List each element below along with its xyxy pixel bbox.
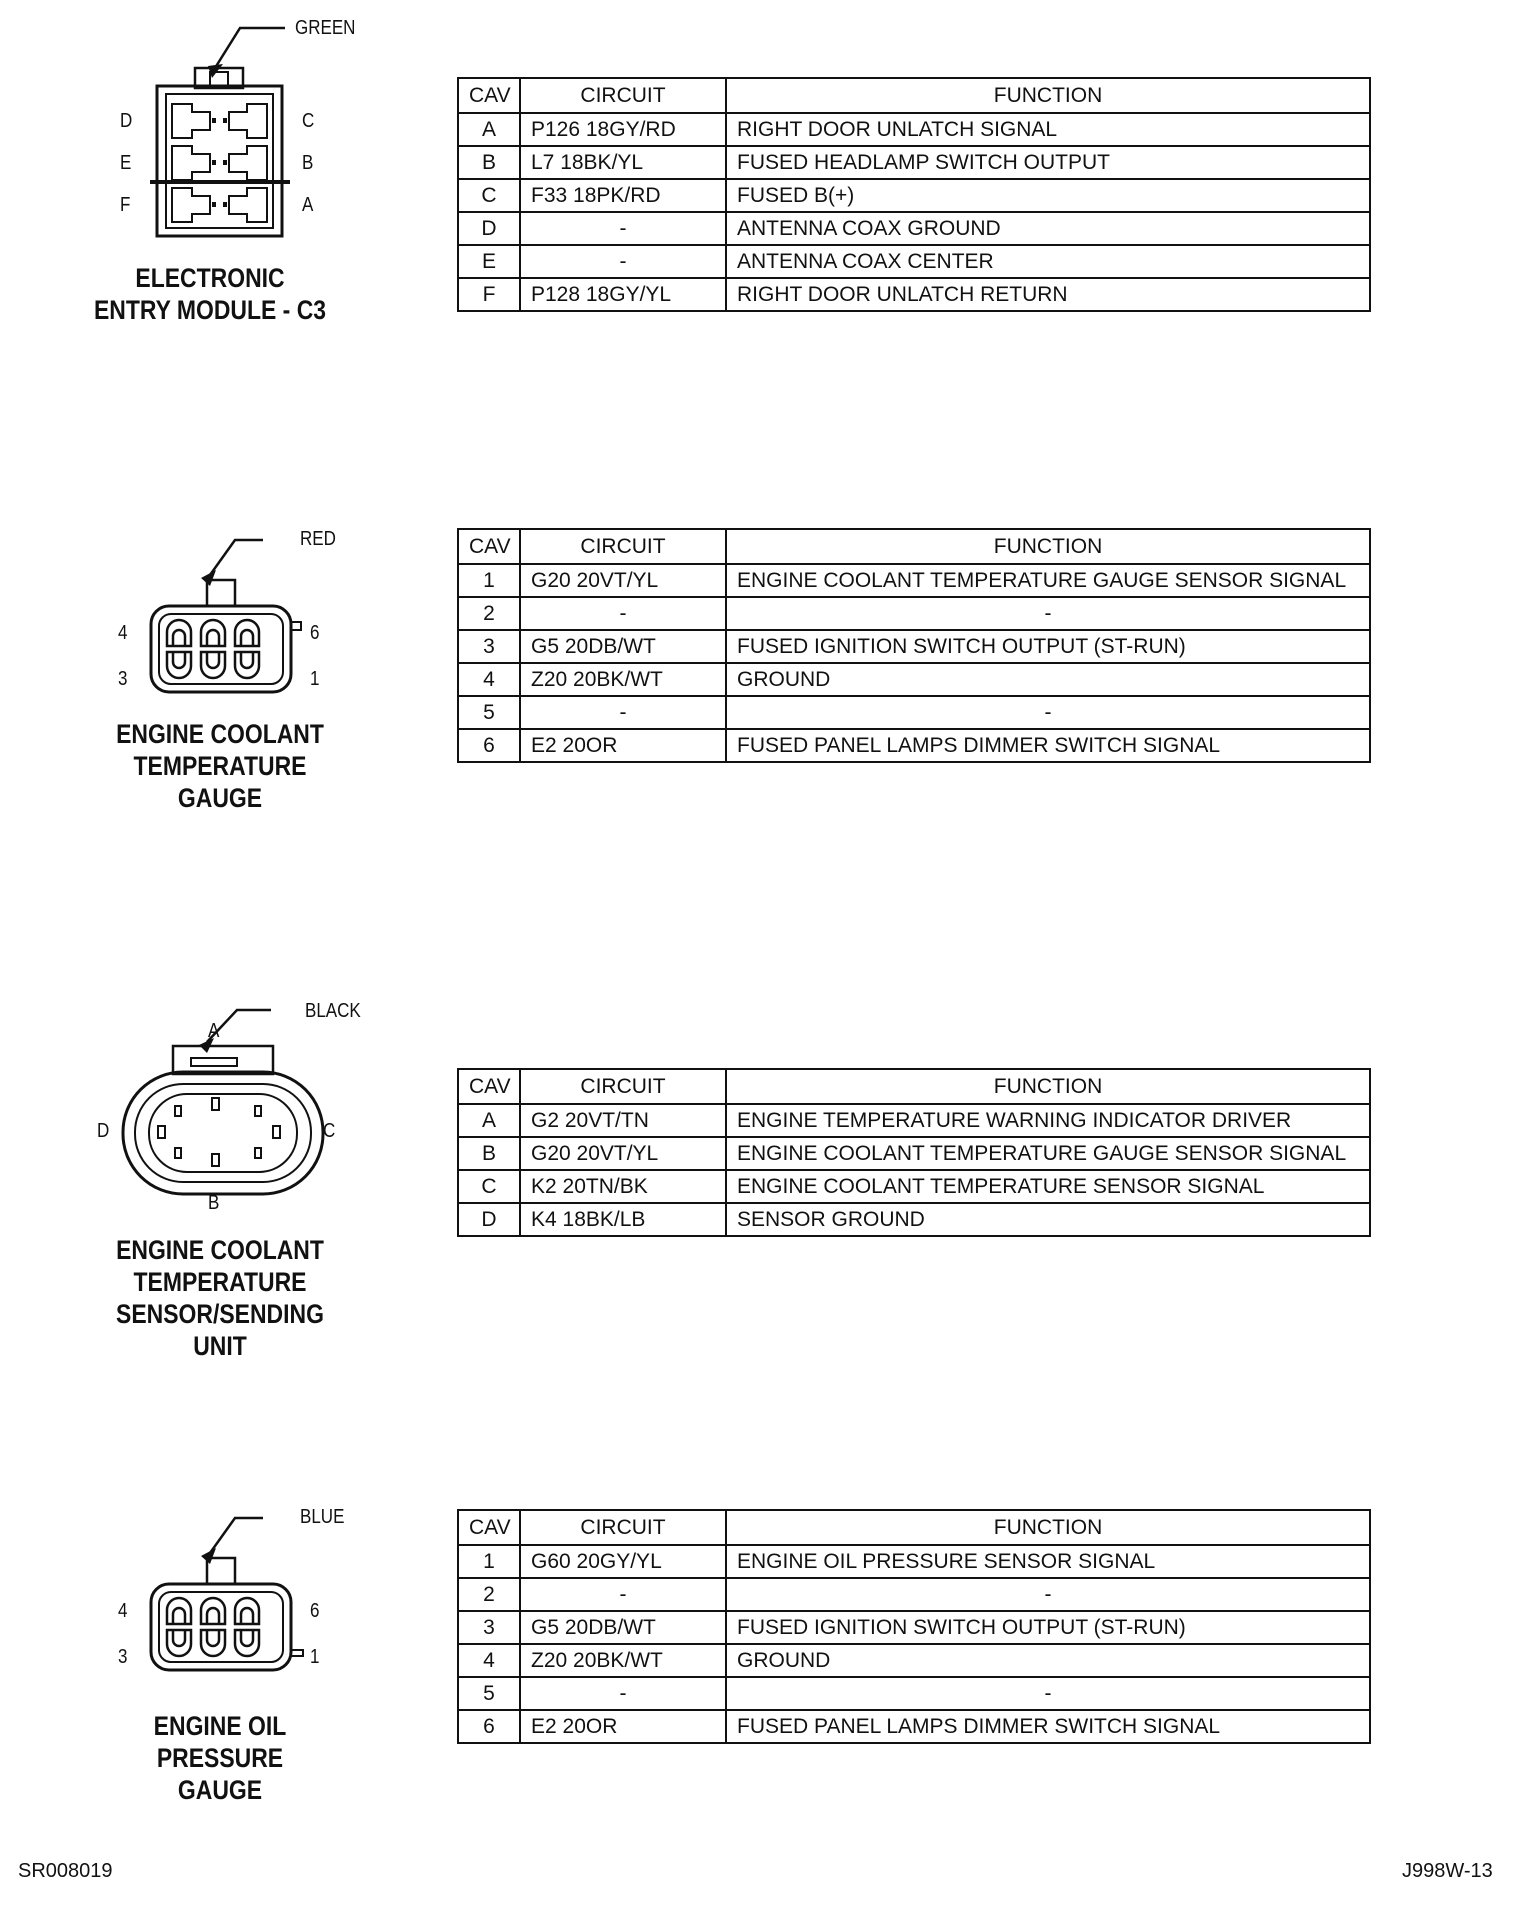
table-row: 5 - -: [458, 696, 1370, 729]
table-header-row: CAV CIRCUIT FUNCTION: [458, 78, 1370, 113]
table-row: 3 G5 20DB/WT FUSED IGNITION SWITCH OUTPUT (ST-RUN): [458, 630, 1370, 663]
pin-label-4: 4: [118, 1600, 128, 1622]
connector-diagram-coolant-sensor: [95, 1000, 385, 1220]
table-header-row: CAV CIRCUIT FUNCTION: [458, 529, 1370, 564]
pin-label-d: D: [120, 110, 133, 132]
pin-label-1: 1: [310, 668, 320, 690]
wire-color-label: BLACK: [305, 1000, 361, 1022]
connector-diagram-entry-module: [120, 17, 380, 250]
pin-label-d: D: [97, 1120, 110, 1142]
table-row: A G2 20VT/TN ENGINE TEMPERATURE WARNING INDICATOR DRIVER: [458, 1104, 1370, 1137]
table-row: 6 E2 20OR FUSED PANEL LAMPS DIMMER SWITCH SIGNAL: [458, 1710, 1370, 1743]
table-row: C K2 20TN/BK ENGINE COOLANT TEMPERATURE SENSOR SIGNAL: [458, 1170, 1370, 1203]
cavity-table: [457, 528, 1371, 763]
pin-label-3: 3: [118, 1646, 128, 1668]
table-row: 1 G20 20VT/YL ENGINE COOLANT TEMPERATURE GAUGE SENSOR SIGNAL: [458, 564, 1370, 597]
table-row: 5 - -: [458, 1677, 1370, 1710]
footer-left-code: SR008019: [18, 1860, 113, 1882]
pin-label-3: 3: [118, 668, 128, 690]
connector-title: ENGINE COOLANT TEMPERATURE GAUGE: [116, 719, 324, 813]
pin-label-f: F: [120, 194, 131, 216]
pin-label-b: B: [208, 1192, 220, 1214]
pin-label-6: 6: [310, 622, 320, 644]
table-row: D K4 18BK/LB SENSOR GROUND: [458, 1203, 1370, 1236]
connector-drawing: [95, 1000, 385, 1220]
pin-label-e: E: [120, 152, 132, 174]
table-header-row: CAV CIRCUIT FUNCTION: [458, 1069, 1370, 1104]
table-row: A P126 18GY/RD RIGHT DOOR UNLATCH SIGNAL: [458, 113, 1370, 146]
wire-color-label: RED: [300, 528, 336, 550]
connector-diagram-coolant-gauge: [115, 530, 355, 710]
pin-label-b: B: [302, 152, 314, 174]
table-row: D - ANTENNA COAX GROUND: [458, 212, 1370, 245]
table-header-row: CAV CIRCUIT FUNCTION: [458, 1510, 1370, 1545]
table-row: F P128 18GY/YL RIGHT DOOR UNLATCH RETURN: [458, 278, 1370, 311]
footer-right-code: J998W-13: [1402, 1860, 1493, 1882]
table-row: 3 G5 20DB/WT FUSED IGNITION SWITCH OUTPUT (ST-RUN): [458, 1611, 1370, 1644]
table-row: E - ANTENNA COAX CENTER: [458, 245, 1370, 278]
pin-label-c: C: [323, 1120, 336, 1142]
pin-label-c: C: [302, 110, 315, 132]
cavity-table: [457, 77, 1371, 312]
connector-diagram-oil-pressure: [115, 1508, 355, 1688]
connector-title: ENGINE OIL PRESSURE GAUGE: [153, 1711, 287, 1805]
connector-title: ENGINE COOLANT TEMPERATURE SENSOR/SENDING UNIT: [116, 1235, 324, 1361]
cavity-table: [457, 1509, 1371, 1744]
cavity-table: [457, 1068, 1371, 1237]
table-row: 6 E2 20OR FUSED PANEL LAMPS DIMMER SWITCH SIGNAL: [458, 729, 1370, 762]
pin-label-a: A: [302, 194, 314, 216]
wire-color-label: GREEN: [295, 17, 356, 39]
table-row: B G20 20VT/YL ENGINE COOLANT TEMPERATURE GAUGE SENSOR SIGNAL: [458, 1137, 1370, 1170]
table-row: 2 - -: [458, 1578, 1370, 1611]
pin-label-6: 6: [310, 1600, 320, 1622]
wire-color-label: BLUE: [300, 1506, 345, 1528]
table-row: 1 G60 20GY/YL ENGINE OIL PRESSURE SENSOR SIGNAL: [458, 1545, 1370, 1578]
table-row: B L7 18BK/YL FUSED HEADLAMP SWITCH OUTPUT: [458, 146, 1370, 179]
connector-title: ELECTRONIC ENTRY MODULE - C3: [93, 263, 327, 325]
pin-label-a: A: [208, 1020, 220, 1042]
table-row: 2 - -: [458, 597, 1370, 630]
connector-drawing: [120, 20, 380, 250]
table-row: C F33 18PK/RD FUSED B(+): [458, 179, 1370, 212]
table-row: 4 Z20 20BK/WT GROUND: [458, 663, 1370, 696]
pin-label-4: 4: [118, 622, 128, 644]
table-row: 4 Z20 20BK/WT GROUND: [458, 1644, 1370, 1677]
pin-label-1: 1: [310, 1646, 320, 1668]
